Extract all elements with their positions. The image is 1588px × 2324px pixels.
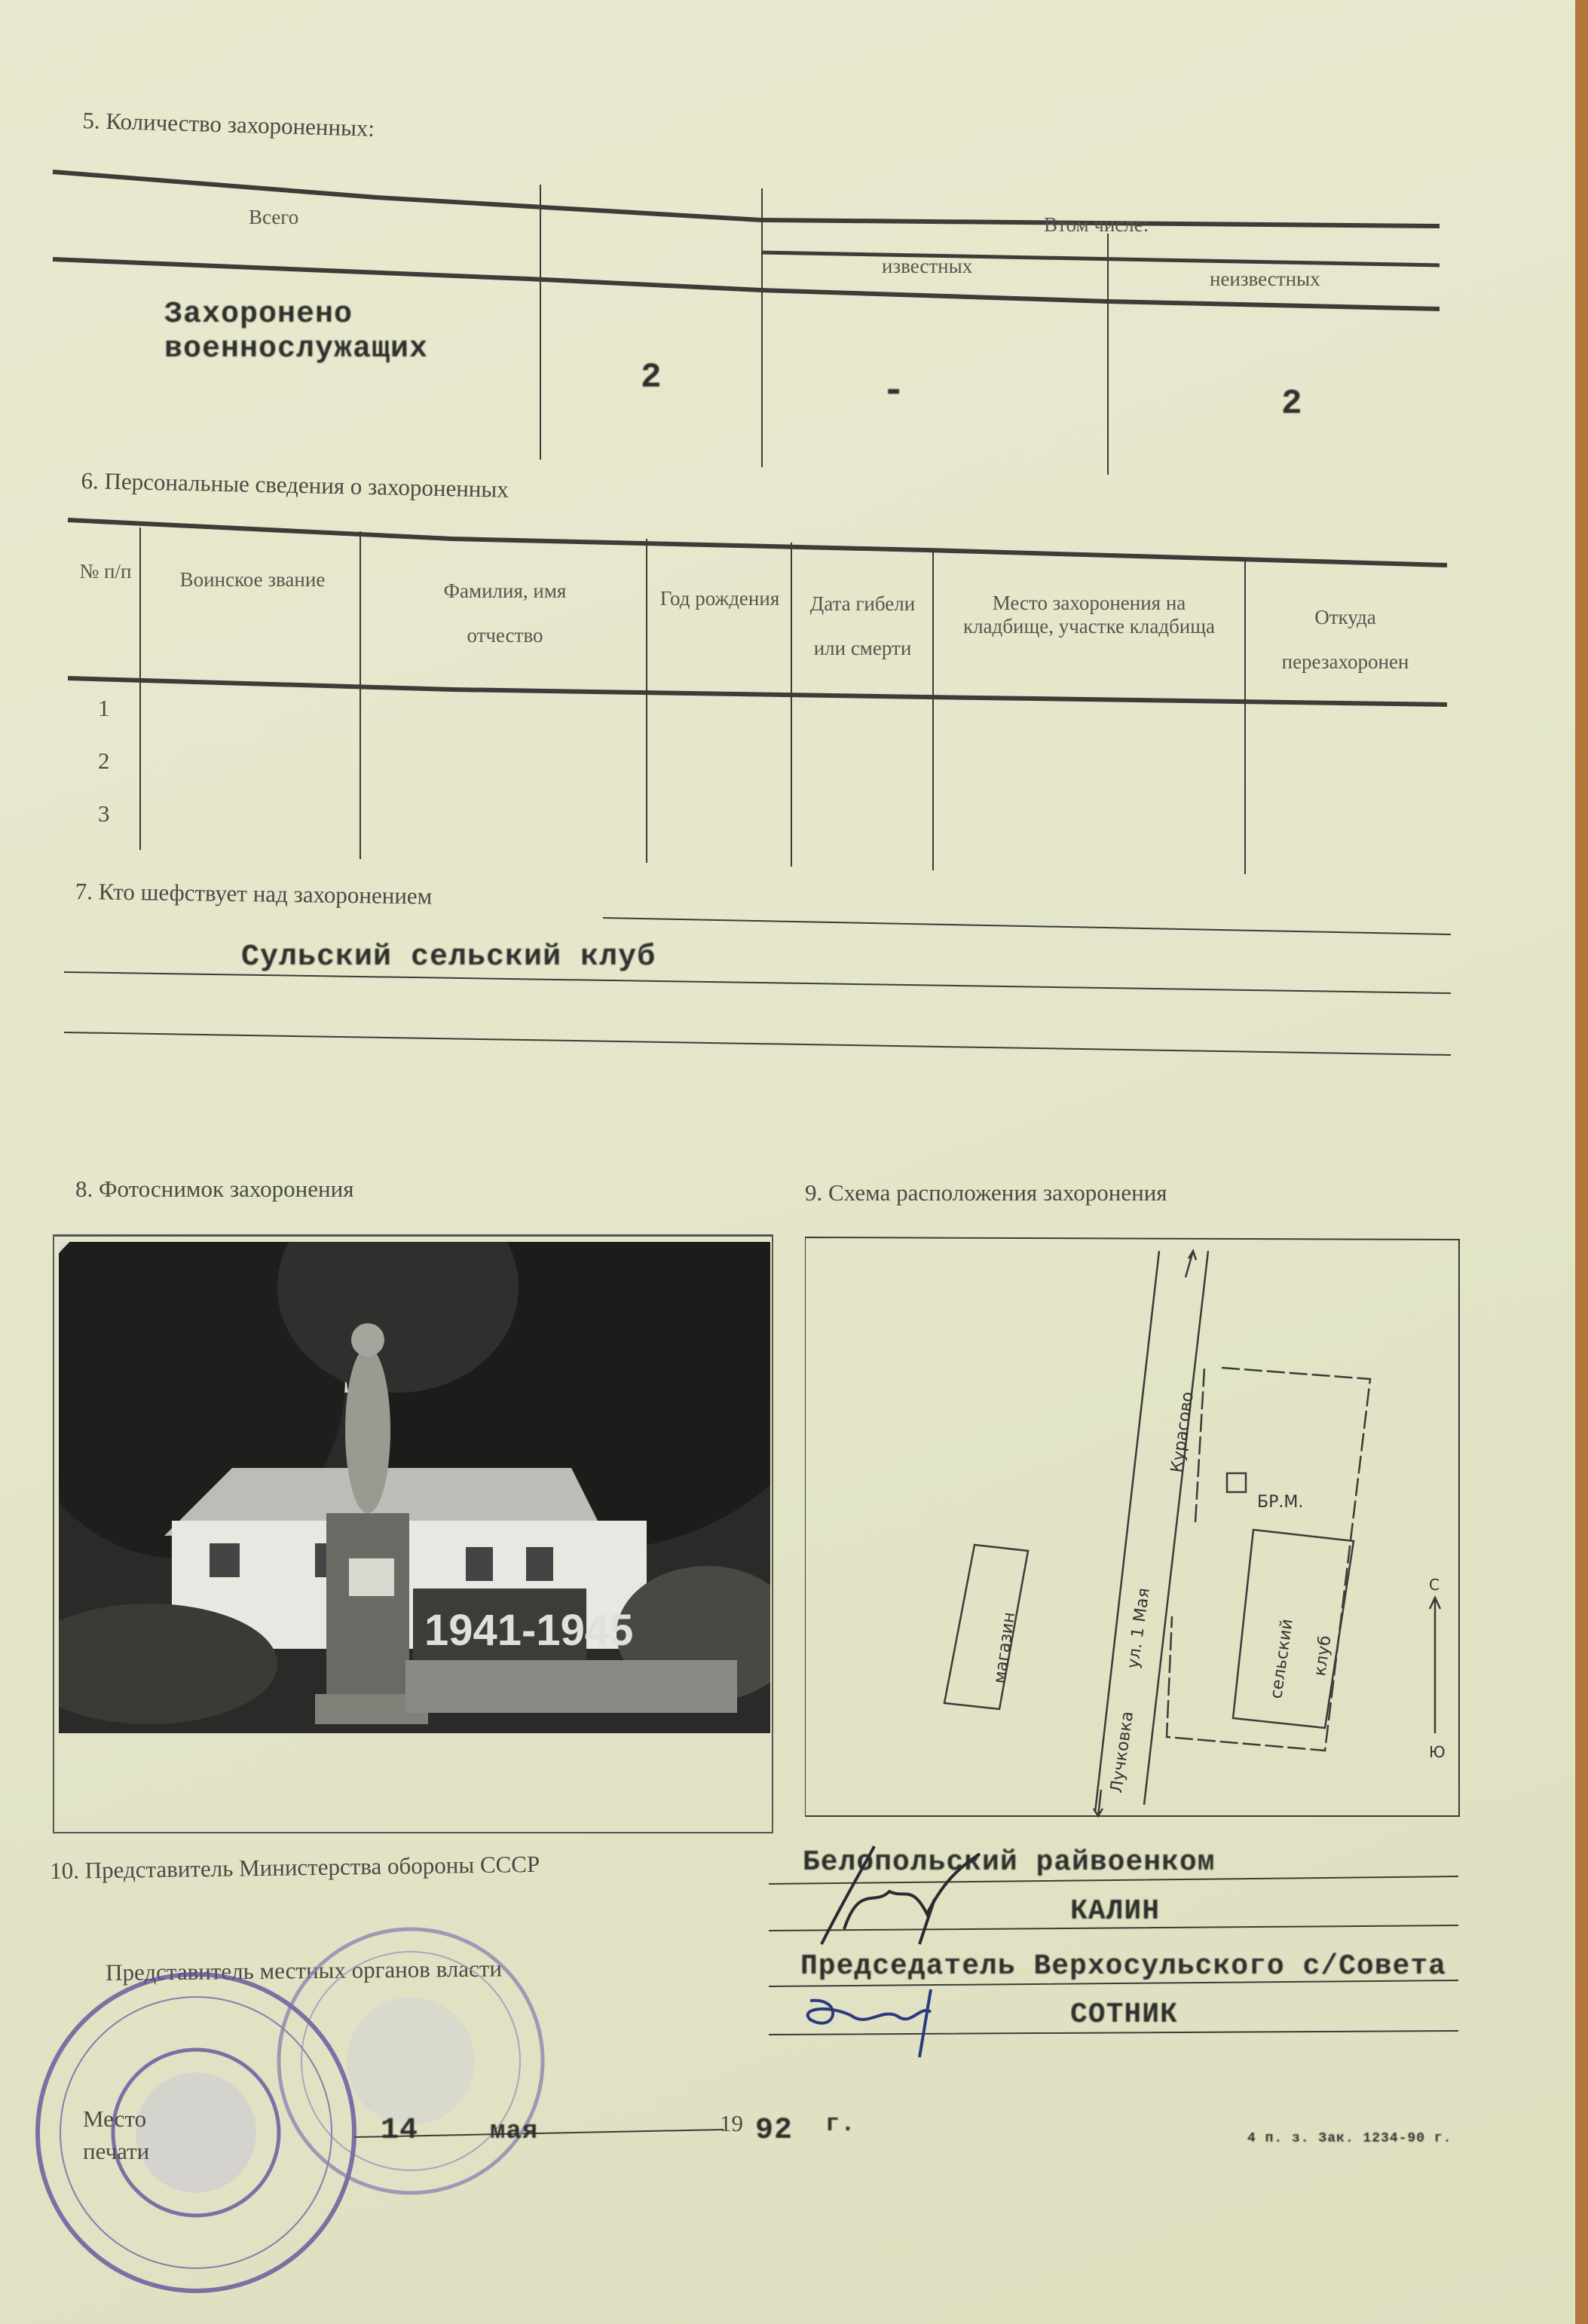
year-unit: г.	[825, 2110, 856, 2138]
header-rank: Воинское звание	[179, 568, 326, 591]
street-label-left: Лучковка	[1107, 1710, 1138, 1794]
section9-title: 9. Схема расположения захоронения	[805, 1179, 1167, 1206]
row-number: 1	[98, 695, 110, 721]
print-info: 4 п. з. Зак. 1234-90 г.	[1247, 2131, 1452, 2146]
grave-label: БР.М.	[1257, 1493, 1304, 1512]
total-value: 2	[641, 358, 662, 397]
section5-title: 5. Количество захороненных:	[82, 107, 375, 142]
row-label-line1: Захоронено	[164, 298, 353, 332]
header-number: № п/п	[79, 560, 132, 583]
street-label-right: Курасово	[1167, 1390, 1198, 1474]
north-label: С	[1429, 1576, 1440, 1594]
section8-title: 8. Фотоснимок захоронения	[75, 1176, 354, 1202]
row-number: 2	[98, 748, 110, 774]
header-burial-place: Место захоронения на кладбище, участке кладбища	[962, 592, 1216, 638]
local-authority-label: Представитель местных органов власти	[106, 1955, 503, 1986]
col-unknown-header: неизвестных	[1210, 268, 1320, 290]
stamp-place-text: Место печати	[83, 2105, 150, 2165]
header-birth-year: Год рождения	[659, 587, 780, 610]
local-representative: Председатель Верхосульского с/Совета	[800, 1950, 1446, 1983]
date-day: 14	[381, 2114, 419, 2148]
header-name: Фамилия, имя отчество	[443, 579, 567, 647]
mod-name: КАЛИН	[1070, 1895, 1161, 1928]
club-label-line2: клуб	[1311, 1634, 1336, 1677]
year-prefix: 19	[720, 2110, 743, 2136]
local-name: СОТНИК	[1070, 1998, 1178, 2031]
col-total-header: Всего	[249, 206, 299, 228]
unknown-value: 2	[1281, 384, 1303, 424]
stamp-place-label	[83, 2102, 166, 2168]
col-known-header: известных	[882, 255, 973, 277]
year-suffix: 92	[755, 2114, 794, 2148]
date-month: мая	[490, 2118, 539, 2146]
photo-inscription: 1941-1945	[424, 1606, 634, 1655]
club-label-line1: сельский	[1267, 1617, 1297, 1700]
section10-title: 10. Представитель Министерства обороны СССР	[50, 1850, 540, 1884]
col-including-header: Втом числе:	[1044, 213, 1149, 236]
stamp-military	[279, 1929, 543, 2193]
south-label: Ю	[1429, 1743, 1446, 1761]
row-number: 3	[98, 800, 110, 827]
section7-title: 7. Кто шефствует над захоронением	[75, 878, 433, 910]
patron-value: Сульский сельский клуб	[241, 940, 656, 974]
known-value: -	[882, 369, 907, 414]
street-label-mid: ул. 1 Мая	[1124, 1586, 1154, 1670]
header-reburied-from: Откуда перезахоронен	[1281, 606, 1409, 674]
row-label-line2: военнослужащих	[164, 332, 429, 366]
shop-label: магазин	[990, 1610, 1020, 1685]
header-death-date: Дата гибели или смерти	[809, 592, 916, 660]
section6-title: 6. Персональные сведения о захороненных	[81, 467, 509, 503]
mod-representative: Белопольский райвоенком	[803, 1846, 1216, 1879]
